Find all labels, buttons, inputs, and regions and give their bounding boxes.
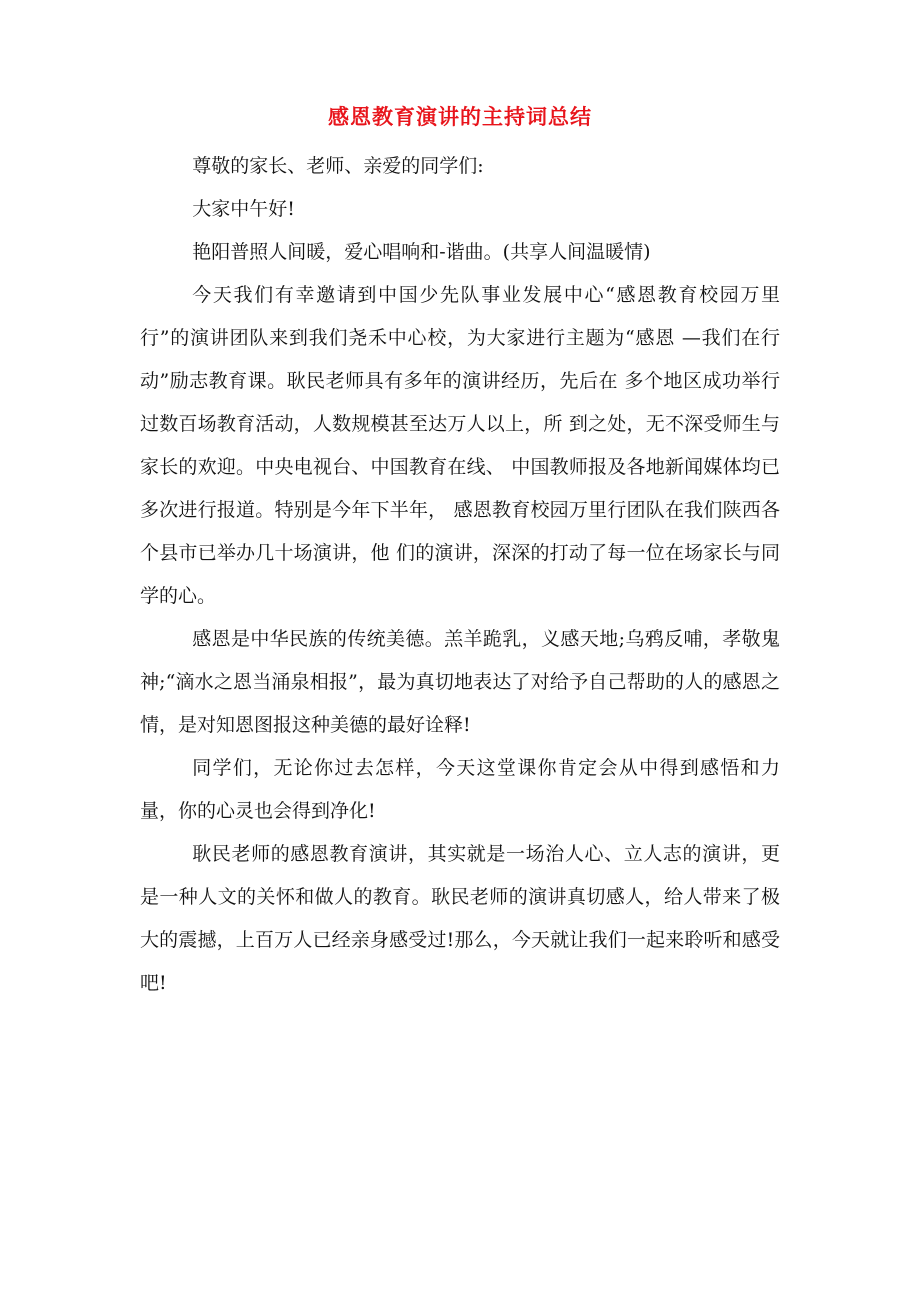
paragraph-students: 同学们，无论你过去怎样，今天这堂课你肯定会从中得到感悟和力量，你的心灵也会得到净化!	[140, 757, 780, 822]
paragraph-gratitude-virtue: 感恩是中华民族的传统美德。羔羊跪乳，义感天地;乌鸦反哺，孝敬鬼神;“滴水之恩当涌泉相报”，最为真切地表达了对给予自己帮助的人的感恩之情，是对知恩图报这种美德的最好诠释!	[140, 628, 780, 736]
document-body	[140, 145, 780, 1005]
paragraph-introduction: 今天我们有幸邀请到中国少先队事业发展中心“感恩教育校园万里行”的演讲团队来到我们尧禾中心校，为大家进行主题为“感恩 —我们在行动”励志教育课。耿民老师具有多年的演讲经历，先后在 多个地区成功举行过数百场教育活动，人数规模甚至达万人以上，所 到之处，无不深受师生与家长的欢迎。中央电视台、中国教育在线、 中国教师报及各地新闻媒体均已多次进行报道。特别是今年下半年， 感恩教育校园万里行团队在我们陕西各个县市已举办几十场演讲，他 们的演讲，深深的打动了每一位在场家长与同学的心。	[140, 284, 780, 607]
paragraph-sunshine: 艳阳普照人间暖，爱心唱响和-谐曲。(共享人间温暖情)	[192, 241, 651, 263]
paragraph-closing: 耿民老师的感恩教育演讲，其实就是一场治人心、立人志的演讲，更是一种人文的关怀和做人的教育。耿民老师的演讲真切感人，给人带来了极大的震撼，上百万人已经亲身感受过!那么，今天就让我们一起来聆听和感受吧!	[140, 843, 780, 994]
document-title: 感恩教育演讲的主持词总结	[328, 104, 592, 129]
paragraph-greeting: 尊敬的家长、老师、亲爱的同学们:	[192, 155, 484, 177]
paragraph-good-noon: 大家中午好!	[192, 198, 295, 220]
